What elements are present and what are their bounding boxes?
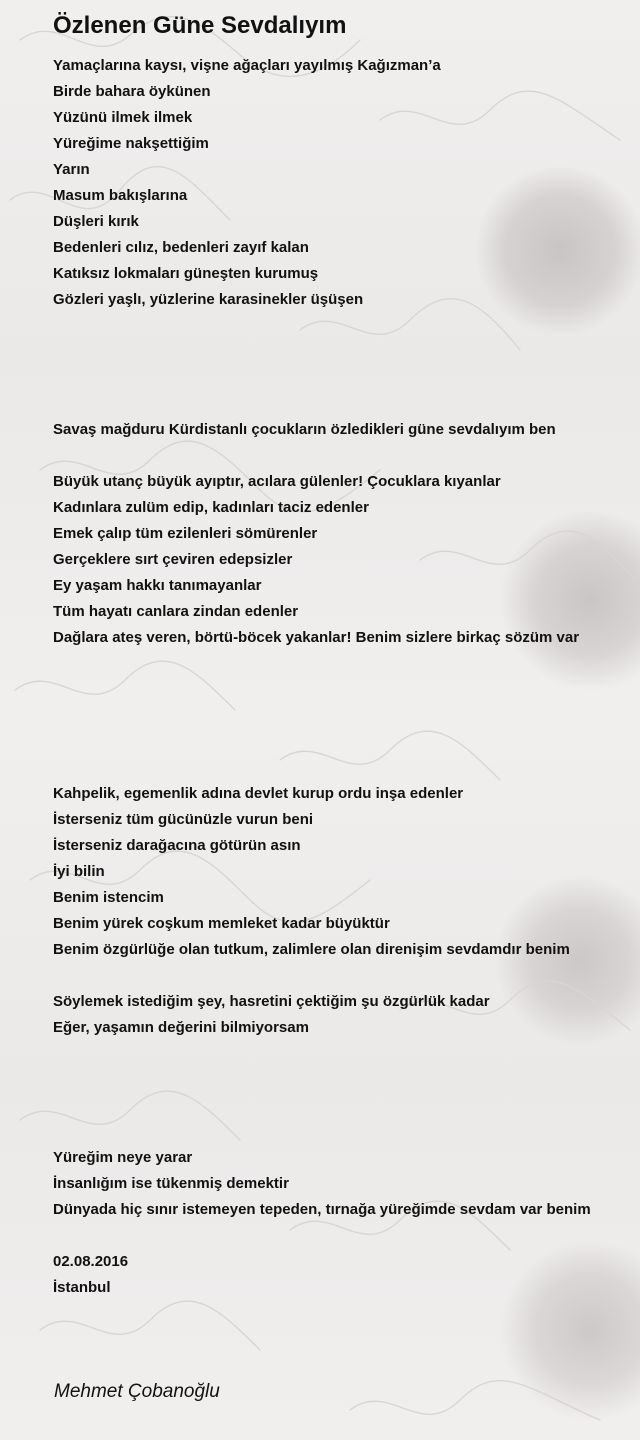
blank-line xyxy=(53,1119,633,1145)
poem-line: Benim özgürlüğe olan tutkum, zalimlere olan direnişim sevdamdır benim xyxy=(53,941,570,958)
poem-line: Yüreğime nakşettiğim xyxy=(53,135,209,152)
blank-line xyxy=(53,339,633,365)
poem-line: Savaş mağduru Kürdistanlı çocukların özledikleri güne sevdalıyım ben xyxy=(53,421,556,438)
poem-line: Düşleri kırık xyxy=(53,213,139,230)
poem-line: İyi bilin xyxy=(53,863,105,880)
poem-line: Söylemek istediğim şey, hasretini çektiğim şu özgürlük kadar xyxy=(53,993,490,1010)
blank-line xyxy=(53,963,633,989)
poem-line: Yüreğim neye yarar xyxy=(53,1149,193,1166)
poem-line: Yüzünü ilmek ilmek xyxy=(53,109,193,126)
blank-line xyxy=(53,365,633,391)
poem-line: Yamaçlarına kaysı, vişne ağaçları yayılmış Kağızman’a xyxy=(53,57,441,74)
poem-line: Birde bahara öykünen xyxy=(53,83,211,100)
blank-line xyxy=(53,313,633,339)
poem-line: Katıksız lokmaları güneşten kurumuş xyxy=(53,265,319,282)
poem-line: İsterseniz tüm gücünüzle vurun beni xyxy=(53,811,314,828)
poem-line: İnsanlığım ise tükenmiş demektir xyxy=(53,1175,289,1192)
blank-line xyxy=(53,755,633,781)
blank-line xyxy=(53,651,633,677)
poem-line: Bedenleri cılız, bedenleri zayıf kalan xyxy=(53,239,309,256)
poem-line: Kadınlara zulüm edip, kadınları taciz edenler xyxy=(53,499,369,516)
blank-line xyxy=(53,1041,633,1067)
blank-line xyxy=(53,391,633,417)
blank-line xyxy=(53,1093,633,1119)
poem-line: Benim istencim xyxy=(53,889,164,906)
poem-line: Eğer, yaşamın değerini bilmiyorsam xyxy=(53,1019,309,1036)
poem-line: Masum bakışlarına xyxy=(53,187,188,204)
poem-line: İsterseniz darağacına götürün asın xyxy=(53,837,301,854)
poem-line: Ey yaşam hakkı tanımayanlar xyxy=(53,577,262,594)
author-signature: Mehmet Çobanoğlu xyxy=(54,1381,220,1402)
blank-line xyxy=(53,1067,633,1093)
poem-line: Gözleri yaşlı, yüzlerine karasinekler üşüşen xyxy=(53,291,364,308)
blank-line xyxy=(53,1223,633,1249)
poem-line: İstanbul xyxy=(53,1279,111,1296)
poem-line: Kahpelik, egemenlik adına devlet kurup ordu inşa edenler xyxy=(53,785,464,802)
poem-title: Özlenen Güne Sevdalıyım xyxy=(53,12,347,39)
poem-line: Dünyada hiç sınır istemeyen tepeden, tırnağa yüreğimde sevdam var benim xyxy=(53,1201,591,1218)
poem-body xyxy=(53,53,633,1301)
poem-line: Tüm hayatı canlara zindan edenler xyxy=(53,603,299,620)
blank-line xyxy=(53,443,633,469)
poem-line: Yarın xyxy=(53,161,90,178)
blank-line xyxy=(53,703,633,729)
blank-line xyxy=(53,677,633,703)
poem-line: 02.08.2016 xyxy=(53,1253,129,1270)
poem-line: Gerçeklere sırt çeviren edepsizler xyxy=(53,551,293,568)
poem-line: Dağlara ateş veren, börtü-böcek yakanlar! Benim sizlere birkaç sözüm var xyxy=(53,629,580,646)
poem-line: Benim yürek coşkum memleket kadar büyüktür xyxy=(53,915,390,932)
poem-line: Büyük utanç büyük ayıptır, acılara gülenler! Çocuklara kıyanlar xyxy=(53,473,501,490)
blank-line xyxy=(53,729,633,755)
poem-line: Emek çalıp tüm ezilenleri sömürenler xyxy=(53,525,318,542)
